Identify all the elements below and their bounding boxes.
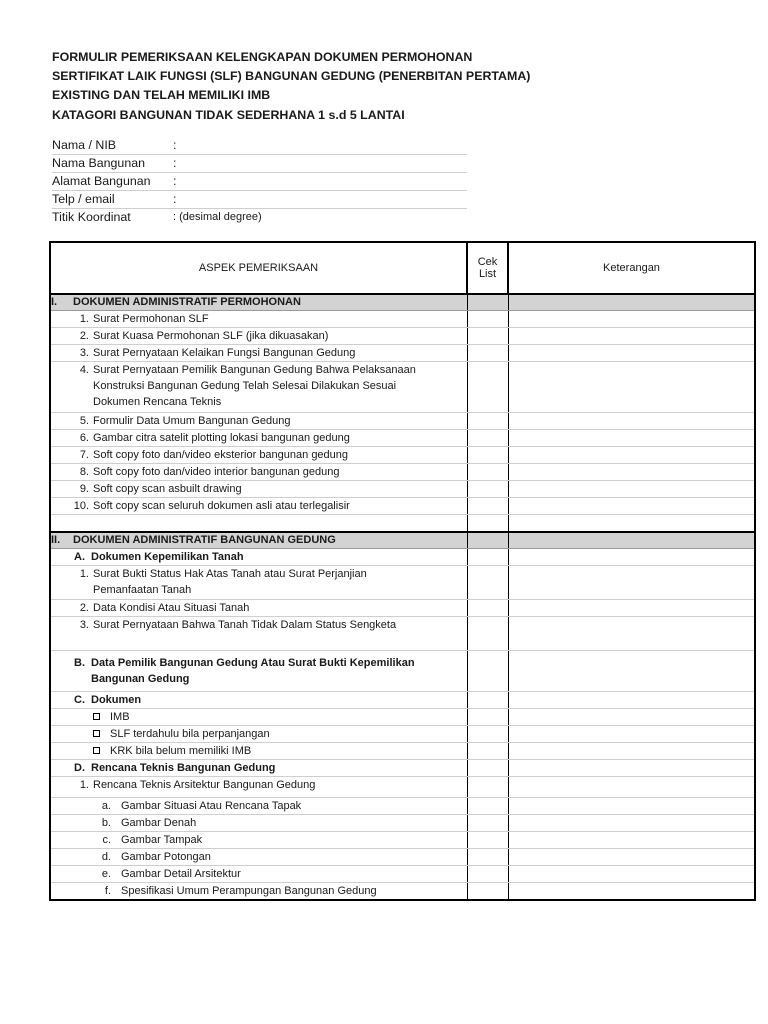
item-number: 5. xyxy=(79,415,89,427)
table-row xyxy=(50,743,755,760)
keterangan-cell[interactable] xyxy=(508,532,755,549)
keterangan-cell[interactable] xyxy=(508,311,755,328)
subsection-title: Dokumen xyxy=(91,694,142,706)
check-cell[interactable] xyxy=(467,777,508,798)
item-text-line: Konstruksi Bangunan Gedung Telah Selesai Dilakukan Sesuai xyxy=(93,380,397,392)
item-text: Gambar citra satelit plotting lokasi bangunan gedung xyxy=(93,432,350,444)
keterangan-cell[interactable] xyxy=(508,515,755,533)
table-row xyxy=(50,498,755,515)
item-text: Spesifikasi Umum Perampungan Bangunan Gedung xyxy=(121,885,377,897)
item-number: 6. xyxy=(79,432,89,444)
item-letter: f. xyxy=(104,885,111,897)
info-row-telp-email[interactable] xyxy=(52,191,467,209)
checkbox-bullet-icon xyxy=(93,713,100,720)
keterangan-cell[interactable] xyxy=(508,447,755,464)
table-row xyxy=(50,798,755,815)
keterangan-cell[interactable] xyxy=(508,294,755,311)
section-title: DOKUMEN ADMINISTRATIF BANGUNAN GEDUNG xyxy=(73,534,336,546)
section-title-cell xyxy=(50,532,467,549)
table-row xyxy=(50,430,755,447)
subsection-title: Rencana Teknis Bangunan Gedung xyxy=(91,762,276,774)
item-letter: a. xyxy=(101,800,111,812)
info-label: Nama / NIB xyxy=(52,138,117,152)
item-number: 1. xyxy=(79,568,89,580)
info-row-titik-koordinat[interactable] xyxy=(52,209,467,226)
table-row xyxy=(50,447,755,464)
check-cell[interactable] xyxy=(467,413,508,430)
table-row xyxy=(50,726,755,743)
item-text: Surat Kuasa Permohonan SLF (jika dikuasakan) xyxy=(93,330,329,342)
table-row xyxy=(50,849,755,866)
check-cell[interactable] xyxy=(467,798,508,815)
table-row xyxy=(50,345,755,362)
keterangan-cell[interactable] xyxy=(508,692,755,709)
check-cell[interactable] xyxy=(467,294,508,311)
form-title-line-1: FORMULIR PEMERIKSAAN KELENGKAPAN DOKUMEN PERMOHONAN xyxy=(52,50,473,64)
item-number: 1. xyxy=(79,779,89,791)
item-text: SLF terdahulu bila perpanjangan xyxy=(110,728,270,740)
item-text: Surat Permohonan SLF xyxy=(93,313,209,325)
check-cell[interactable] xyxy=(467,447,508,464)
check-cell[interactable] xyxy=(467,709,508,726)
item-number: 8. xyxy=(79,466,89,478)
item-text: Soft copy scan seluruh dokumen asli atau terlegalisir xyxy=(93,500,350,512)
table-row xyxy=(50,600,755,617)
keterangan-cell[interactable] xyxy=(508,726,755,743)
item-text: KRK bila belum memiliki IMB xyxy=(110,745,252,757)
info-value[interactable]: : xyxy=(173,174,177,188)
check-cell[interactable] xyxy=(467,481,508,498)
keterangan-cell[interactable] xyxy=(508,617,755,651)
keterangan-cell[interactable] xyxy=(508,832,755,849)
item-number: 9. xyxy=(79,483,89,495)
item-number: 3. xyxy=(79,619,89,631)
header-cek-list xyxy=(467,242,508,294)
keterangan-cell[interactable] xyxy=(508,709,755,726)
check-cell[interactable] xyxy=(467,866,508,883)
keterangan-cell[interactable] xyxy=(508,345,755,362)
item-text: Formulir Data Umum Bangunan Gedung xyxy=(93,415,291,427)
item-text: Surat Pernyataan Bahwa Tanah Tidak Dalam Status Sengketa xyxy=(93,619,397,631)
item-text: Rencana Teknis Arsitektur Bangunan Gedung xyxy=(93,779,316,791)
header-keterangan: Keterangan xyxy=(508,242,755,294)
info-row-alamat-bangunan[interactable] xyxy=(52,173,467,191)
check-cell[interactable] xyxy=(467,311,508,328)
subsection-letter: D. xyxy=(74,762,85,774)
item-text: Gambar Detail Arsitektur xyxy=(121,868,241,880)
check-cell[interactable] xyxy=(467,549,508,566)
keterangan-cell[interactable] xyxy=(508,743,755,760)
check-cell[interactable] xyxy=(467,345,508,362)
table-header-row xyxy=(50,242,755,294)
table-row xyxy=(50,709,755,726)
table-row xyxy=(50,566,755,600)
table-row xyxy=(50,883,755,901)
section-number: I. xyxy=(51,296,58,308)
keterangan-cell[interactable] xyxy=(508,549,755,566)
item-text: Gambar Potongan xyxy=(121,851,211,863)
checkbox-bullet-icon xyxy=(93,730,100,737)
item-text: Gambar Situasi Atau Rencana Tapak xyxy=(121,800,302,812)
item-text: Gambar Denah xyxy=(121,817,197,829)
item-number: 1. xyxy=(79,313,89,325)
check-cell[interactable] xyxy=(467,849,508,866)
check-cell[interactable] xyxy=(467,566,508,600)
subsection-letter: C. xyxy=(74,694,85,706)
keterangan-cell[interactable] xyxy=(508,651,755,692)
keterangan-cell[interactable] xyxy=(508,849,755,866)
item-number: 2. xyxy=(79,330,89,342)
keterangan-cell[interactable] xyxy=(508,883,755,901)
keterangan-cell[interactable] xyxy=(508,866,755,883)
keterangan-cell[interactable] xyxy=(508,430,755,447)
subsection-title xyxy=(91,655,467,687)
keterangan-cell[interactable] xyxy=(508,481,755,498)
item-text: IMB xyxy=(110,711,130,723)
table-row xyxy=(50,866,755,883)
keterangan-cell[interactable] xyxy=(508,777,755,798)
table-row-empty xyxy=(50,515,755,533)
keterangan-cell[interactable] xyxy=(508,798,755,815)
checkbox-bullet-icon xyxy=(93,747,100,754)
item-text-line: Pemanfaatan Tanah xyxy=(93,584,192,596)
info-value[interactable]: : (desimal degree) xyxy=(173,211,262,223)
info-value[interactable]: : xyxy=(173,192,177,206)
item-number: 7. xyxy=(79,449,89,461)
section-number: II. xyxy=(51,534,61,546)
keterangan-cell[interactable] xyxy=(508,600,755,617)
info-row-nama-nib[interactable] xyxy=(52,137,467,155)
item-number: 4. xyxy=(79,364,89,376)
table-row xyxy=(50,481,755,498)
subsection-title-line: Bangunan Gedung xyxy=(91,673,190,685)
keterangan-cell[interactable] xyxy=(508,413,755,430)
item-text: Gambar Tampak xyxy=(121,834,203,846)
check-cell[interactable] xyxy=(467,362,508,413)
header-list: List xyxy=(478,268,497,280)
check-cell[interactable] xyxy=(467,498,508,515)
info-label: Nama Bangunan xyxy=(52,156,145,170)
item-text: Surat Pernyataan Kelaikan Fungsi Bangunan Gedung xyxy=(93,347,356,359)
keterangan-cell[interactable] xyxy=(508,464,755,481)
item-letter: d. xyxy=(101,851,111,863)
info-label: Titik Koordinat xyxy=(52,210,131,224)
info-label: Alamat Bangunan xyxy=(52,174,151,188)
item-number: 2. xyxy=(79,602,89,614)
table-row xyxy=(50,815,755,832)
item-text xyxy=(93,566,467,598)
item-letter: b. xyxy=(101,817,111,829)
item-text xyxy=(93,362,467,410)
check-cell[interactable] xyxy=(467,883,508,901)
check-cell[interactable] xyxy=(467,815,508,832)
info-row-nama-bangunan[interactable] xyxy=(52,155,467,173)
keterangan-cell[interactable] xyxy=(508,498,755,515)
item-text: Soft copy foto dan/video interior bangunan gedung xyxy=(93,466,340,478)
checklist-table xyxy=(49,241,756,901)
keterangan-cell[interactable] xyxy=(508,566,755,600)
form-title-line-3: EXISTING DAN TELAH MEMILIKI IMB xyxy=(52,88,271,103)
item-text-line: Surat Bukti Status Hak Atas Tanah atau Surat Perjanjian xyxy=(93,568,367,580)
item-number: 10. xyxy=(73,500,89,512)
item-text-line: Surat Pernyataan Pemilik Bangunan Gedung Bahwa Pelaksanaan xyxy=(93,364,416,376)
item-text: Soft copy scan asbuilt drawing xyxy=(93,483,242,495)
check-cell[interactable] xyxy=(467,760,508,777)
section-row xyxy=(50,532,755,549)
table-row xyxy=(50,832,755,849)
keterangan-cell[interactable] xyxy=(508,328,755,345)
info-value[interactable]: : xyxy=(173,156,177,170)
check-cell[interactable] xyxy=(467,726,508,743)
info-value[interactable]: : xyxy=(173,138,177,152)
check-cell[interactable] xyxy=(467,515,508,533)
table-row xyxy=(50,464,755,481)
check-cell[interactable] xyxy=(467,430,508,447)
table-row xyxy=(50,311,755,328)
header-aspek: ASPEK PEMERIKSAAN xyxy=(50,242,467,294)
check-cell[interactable] xyxy=(467,328,508,345)
subsection-row xyxy=(50,760,755,777)
subsection-title-line: Data Pemilik Bangunan Gedung Atau Surat Bukti Kepemilikan xyxy=(91,657,415,669)
check-cell[interactable] xyxy=(467,743,508,760)
check-cell[interactable] xyxy=(467,532,508,549)
check-cell[interactable] xyxy=(467,464,508,481)
applicant-info xyxy=(52,137,467,226)
table-row xyxy=(50,413,755,430)
check-cell[interactable] xyxy=(467,651,508,692)
subsection-row xyxy=(50,651,755,692)
table-row xyxy=(50,362,755,413)
item-text: Data Kondisi Atau Situasi Tanah xyxy=(93,602,250,614)
subsection-row xyxy=(50,692,755,709)
item-number: 3. xyxy=(79,347,89,359)
check-cell[interactable] xyxy=(467,600,508,617)
check-cell[interactable] xyxy=(467,617,508,651)
table-row xyxy=(50,777,755,798)
subsection-letter: B. xyxy=(74,657,85,669)
info-label: Telp / email xyxy=(52,192,115,206)
subsection-letter: A. xyxy=(74,551,85,563)
form-title-line-4: KATAGORI BANGUNAN TIDAK SEDERHANA 1 s.d 5 LANTAI xyxy=(52,107,405,122)
check-cell[interactable] xyxy=(467,832,508,849)
section-title: DOKUMEN ADMINISTRATIF PERMOHONAN xyxy=(73,296,301,308)
subsection-title: Dokumen Kepemilikan Tanah xyxy=(91,551,244,563)
item-letter: c. xyxy=(102,834,111,846)
form-title-block xyxy=(52,48,530,125)
keterangan-cell[interactable] xyxy=(508,760,755,777)
form-title-line-2: SERTIFIKAT LAIK FUNGSI (SLF) BANGUNAN GEDUNG (PENERBITAN PERTAMA) xyxy=(52,69,531,84)
table-row xyxy=(50,617,755,651)
item-letter: e. xyxy=(101,868,111,880)
keterangan-cell[interactable] xyxy=(508,815,755,832)
item-text: Soft copy foto dan/video eksterior bangunan gedung xyxy=(93,449,349,461)
check-cell[interactable] xyxy=(467,692,508,709)
section-row xyxy=(50,294,755,311)
table-row xyxy=(50,328,755,345)
item-text-line: Dokumen Rencana Teknis xyxy=(93,396,222,408)
section-title-cell xyxy=(50,294,467,311)
header-cek: Cek xyxy=(477,256,498,268)
keterangan-cell[interactable] xyxy=(508,362,755,413)
subsection-row xyxy=(50,549,755,566)
